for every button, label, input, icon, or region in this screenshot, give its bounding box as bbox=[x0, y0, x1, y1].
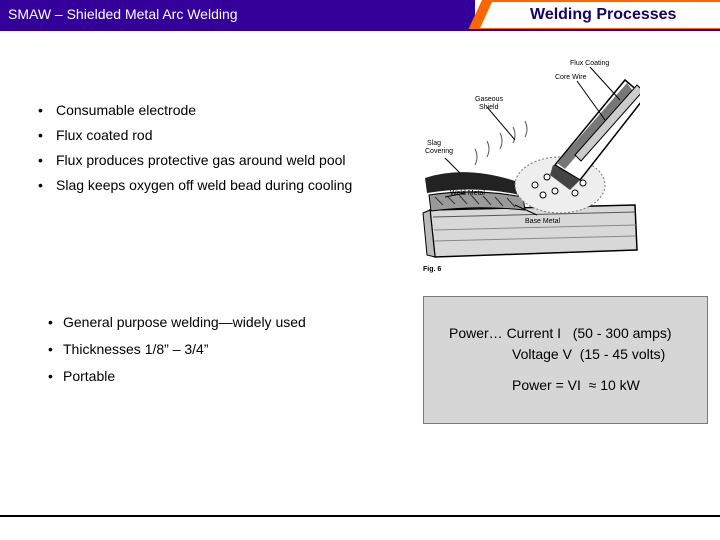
section-tab bbox=[460, 0, 720, 30]
header-title-band bbox=[0, 0, 475, 29]
base-metal-plate bbox=[423, 205, 637, 257]
label-flux-coating: Flux Coating bbox=[570, 60, 610, 67]
smaw-diagram bbox=[405, 45, 640, 280]
bullet-item: • Flux coated rod bbox=[38, 127, 418, 143]
slide-title: SMAW – Shielded Metal Arc Welding bbox=[8, 6, 238, 22]
header-bar bbox=[0, 0, 720, 30]
bullet-item: • Flux produces protective gas around weld pool bbox=[38, 152, 418, 168]
label-gaseous: Gaseous bbox=[475, 96, 504, 103]
label-slag: Slag bbox=[427, 140, 442, 147]
footer-divider bbox=[0, 515, 720, 517]
power-voltage-line: Voltage V (15 - 45 volts) bbox=[512, 346, 666, 362]
top-bullet-list bbox=[38, 102, 418, 202]
power-info-box bbox=[423, 296, 708, 424]
power-current-line: Power… Current I (50 - 300 amps) bbox=[449, 325, 672, 341]
section-title: Welding Processes bbox=[530, 6, 677, 23]
label-base-metal: Base Metal bbox=[525, 218, 561, 225]
label-core-wire: Core Wire bbox=[555, 74, 587, 81]
label-covering: Covering bbox=[425, 148, 454, 155]
label-weld-metal: Weld Metal bbox=[450, 190, 485, 197]
bullet-item: • Portable bbox=[48, 368, 378, 384]
power-formula-line: Power = VI ≈ 10 kW bbox=[512, 377, 640, 393]
bullet-item: • Consumable electrode bbox=[38, 102, 418, 118]
bullet-item: • Slag keeps oxygen off weld bead during cooling bbox=[38, 177, 418, 193]
bullet-item: • Thicknesses 1/8” – 3/4” bbox=[48, 341, 378, 357]
bullet-item: • General purpose welding—widely used bbox=[48, 314, 378, 330]
smaw-diagram-drawing bbox=[405, 45, 640, 280]
label-shield: Shield bbox=[479, 104, 499, 111]
header-divider bbox=[0, 29, 720, 31]
label-fig: Fig. 6 bbox=[423, 266, 442, 273]
bottom-bullet-list bbox=[48, 314, 378, 395]
